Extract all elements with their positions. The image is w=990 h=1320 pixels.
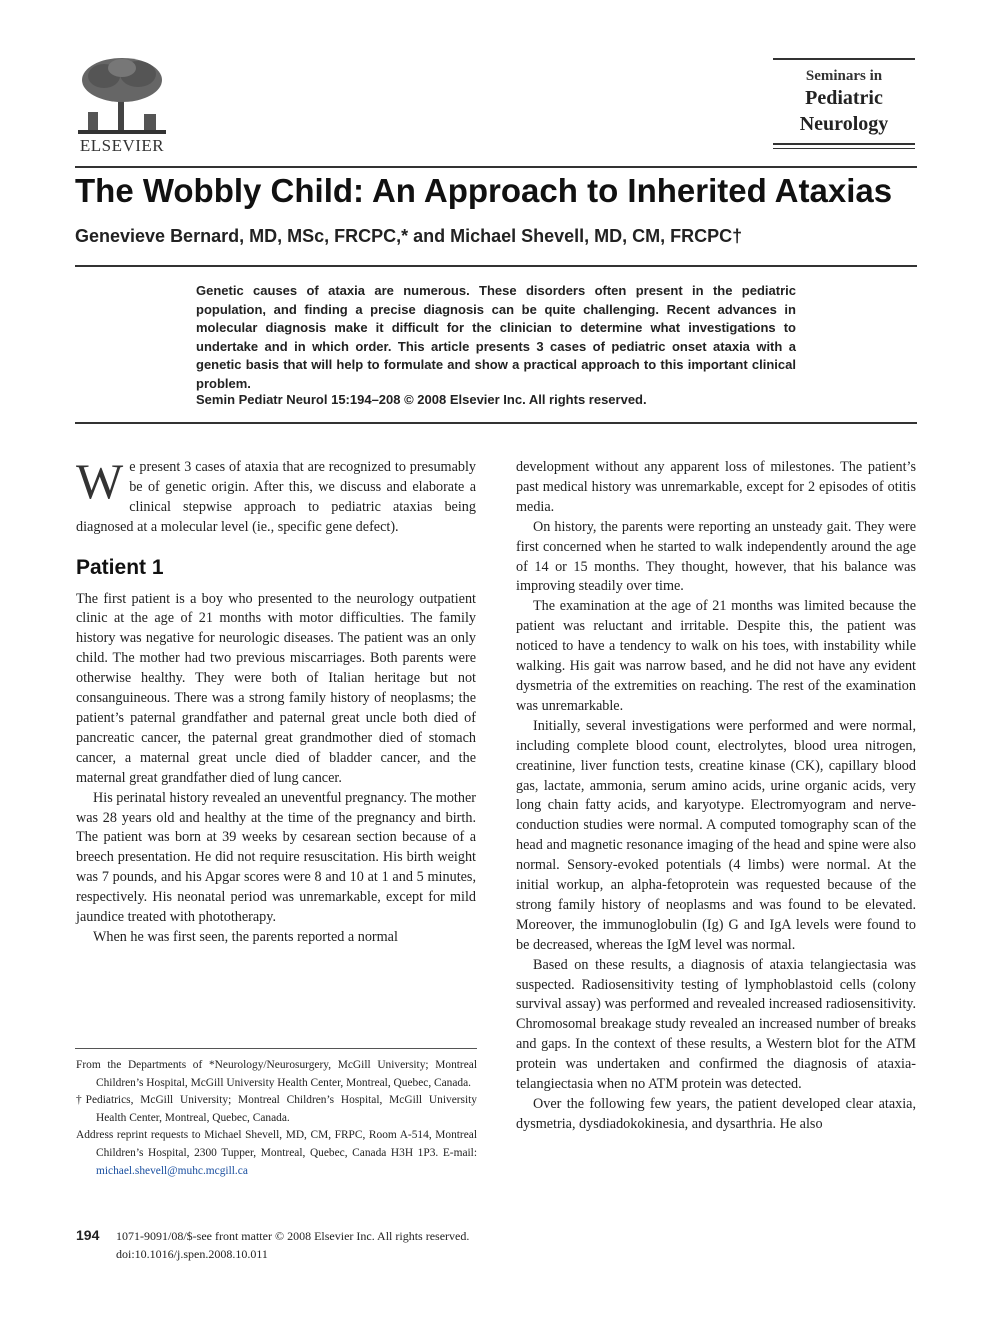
section-heading: Patient 1 <box>76 555 164 579</box>
body-paragraph: The examination at the age of 21 months was limited because the patient was reluctant and irritable. Despite this, the patient was noticed to have a tendency to walk on his toes, with instability while walking. His gait was narrow based, and he did not have any evident dysmetria of the extremities on reaching. The rest of the examination was unremarkable. <box>516 598 916 714</box>
body-paragraph: When he was first seen, the parents reported a normal <box>93 928 398 945</box>
footnotes <box>76 1057 477 1180</box>
doi-line: doi:10.1016/j.spen.2008.10.011 <box>116 1247 268 1261</box>
correspondence-address: Address reprint requests to Michael Shevell, MD, CM, FRPC, Room A-514, Montreal Children’s Hospital, 2300 Tupper, Montreal, Quebec, Canada H3H 1P3. E-mail: <box>76 1129 477 1159</box>
page-number: 194 <box>76 1227 100 1243</box>
journal-name-line2: Neurology <box>799 113 889 135</box>
journal-name-line1: Pediatric <box>805 87 883 109</box>
article-title: The Wobbly Child: An Approach to Inherited Ataxias <box>75 172 893 209</box>
intro-paragraph <box>76 453 476 538</box>
masthead-rule-bottom <box>773 143 915 145</box>
issn-line: 1071-9091/08/$-see front matter © 2008 Elsevier Inc. All rights reserved. <box>116 1229 470 1243</box>
abstract: Genetic causes of ataxia are numerous. These disorders often present in the pediatric population, and finding a precise diagnosis can be quite challenging. Recent advances in molecular diagnosis make it difficult for the clinician to determine what investigations to undertake and in which order. This article presents 3 cases of pediatric onset ataxia with a genetic basis that will help to formulate and show a practical approach to this important clinical problem. <box>196 283 796 391</box>
footnote-rule <box>75 1048 477 1049</box>
abstract-rule-top <box>75 265 917 267</box>
body-paragraph: His perinatal history revealed an uneventful pregnancy. The mother was 28 years old and healthy at the time of the pregnancy and birth. The patient was born at 39 weeks by cesarean section because of a breech presentation. He did not require resuscitation. His birth weight was 7 pounds, and his Apgar scores were 8 and 10 at 1 and 5 minutes, respectively. His neonatal period was unremarkable, except for mild jaundice treated with phototherapy. <box>76 789 476 926</box>
journal-masthead <box>773 58 915 149</box>
body-paragraph: Initially, several investigations were performed and were normal, including complete blood count, electrolytes, blood urea nitrogen, creatinine, liver function tests, creatine kinase (CK), capillary blood gas, lactate, ammonia, serum amino acids, urine organic acids, very long chain fatty acids, and karyotype. Electromyogram and nerve-conduction studies were normal. A computed tomography scan of the head and magnetic resonance imaging of the head and spine were also normal. Sensory-evoked potentials (4 limbs) were normal. At the initial workup, an alpha-fetoprotein was requested because of the strong family history of neoplasms and was found to be elevated. Moreover, the immunoglobulin (Ig) G and IgA levels were found to be decreased, whereas the IgM level was normal. <box>516 717 916 953</box>
correspondence-footnote <box>76 1127 477 1180</box>
masthead-rule-bottom-thin <box>773 148 915 149</box>
affiliation-footnote: †Pediatrics, McGill University; Montreal Children’s Hospital, McGill University Health Center, Montreal, Quebec, Canada. <box>76 1094 477 1124</box>
citation-line: Semin Pediatr Neurol 15:194–208 © 2008 Elsevier Inc. All rights reserved. <box>196 392 647 407</box>
article-authors: Genevieve Bernard, MD, MSc, FRCPC,* and Michael Shevell, MD, CM, FRCPC† <box>75 226 743 246</box>
right-column <box>516 458 916 1135</box>
left-column <box>76 453 476 948</box>
abstract-rule-bottom <box>75 422 917 424</box>
affiliation-footnote: From the Departments of *Neurology/Neurosurgery, McGill University; Montreal Children’s Hospital, McGill University Health Center, Montreal, Quebec, Canada. <box>76 1059 477 1089</box>
body-paragraph: development without any apparent loss of milestones. The patient’s past medical history was unremarkable, except for 2 episodes of otitis media. <box>516 459 916 515</box>
email-link[interactable]: michael.shevell@muhc.mcgill.ca <box>96 1164 248 1177</box>
journal-prefix: Seminars in <box>805 68 883 84</box>
body-paragraph: Over the following few years, the patient developed clear ataxia, dysmetria, dysdiadokokinesia, and dysarthria. He also <box>516 1096 916 1132</box>
front-matter <box>116 1227 469 1263</box>
body-paragraph: On history, the parents were reporting an unsteady gait. They were first concerned when he started to walk independently around the age of 14 or 15 months. They thought, however, that his balance was improving steadily over time. <box>516 518 916 595</box>
masthead-rule-top <box>773 58 915 60</box>
intro-text: e present 3 cases of ataxia that are recognized to presumably be of genetic origin. After this, we discuss and elaborate a clinical stepwise approach to pediatric ataxias being diagnosed at a molecular level (ie., specific gene defect). <box>76 459 476 535</box>
body-paragraph: Based on these results, a diagnosis of ataxia telangiectasia was suspected. Radiosensitivity testing of lymphoblastoid cells (colony survival assay) was performed and revealed increased radiosensitivity. Chromosomal breakage study revealed an increased number of breaks and gaps. In the context of these results, a Western blot for the ATM protein was undertaken and confirmed the diagnosis of ataxia-telangiectasia when no ATM protein was detected. <box>516 956 916 1093</box>
header-rule <box>75 166 917 168</box>
drop-cap: W <box>76 453 124 509</box>
body-paragraph: The first patient is a boy who presented to the neurology outpatient clinic at the age of 21 months with motor difficulties. The family history was negative for neurologic diseases. The patient was an only child. The mother had two previous miscarriages. Both parents were otherwise healthy. They were both of Italian heritage but not consanguineous. There was a strong family history of neoplasms; the patient’s paternal grandfather and paternal great uncle both died of pancreatic cancer, the paternal great grandmother died of stomach cancer, a maternal great uncle died of bladder cancer, and the maternal great grandfather died of lung cancer. <box>76 590 476 786</box>
publisher-name: ELSEVIER <box>79 136 165 155</box>
